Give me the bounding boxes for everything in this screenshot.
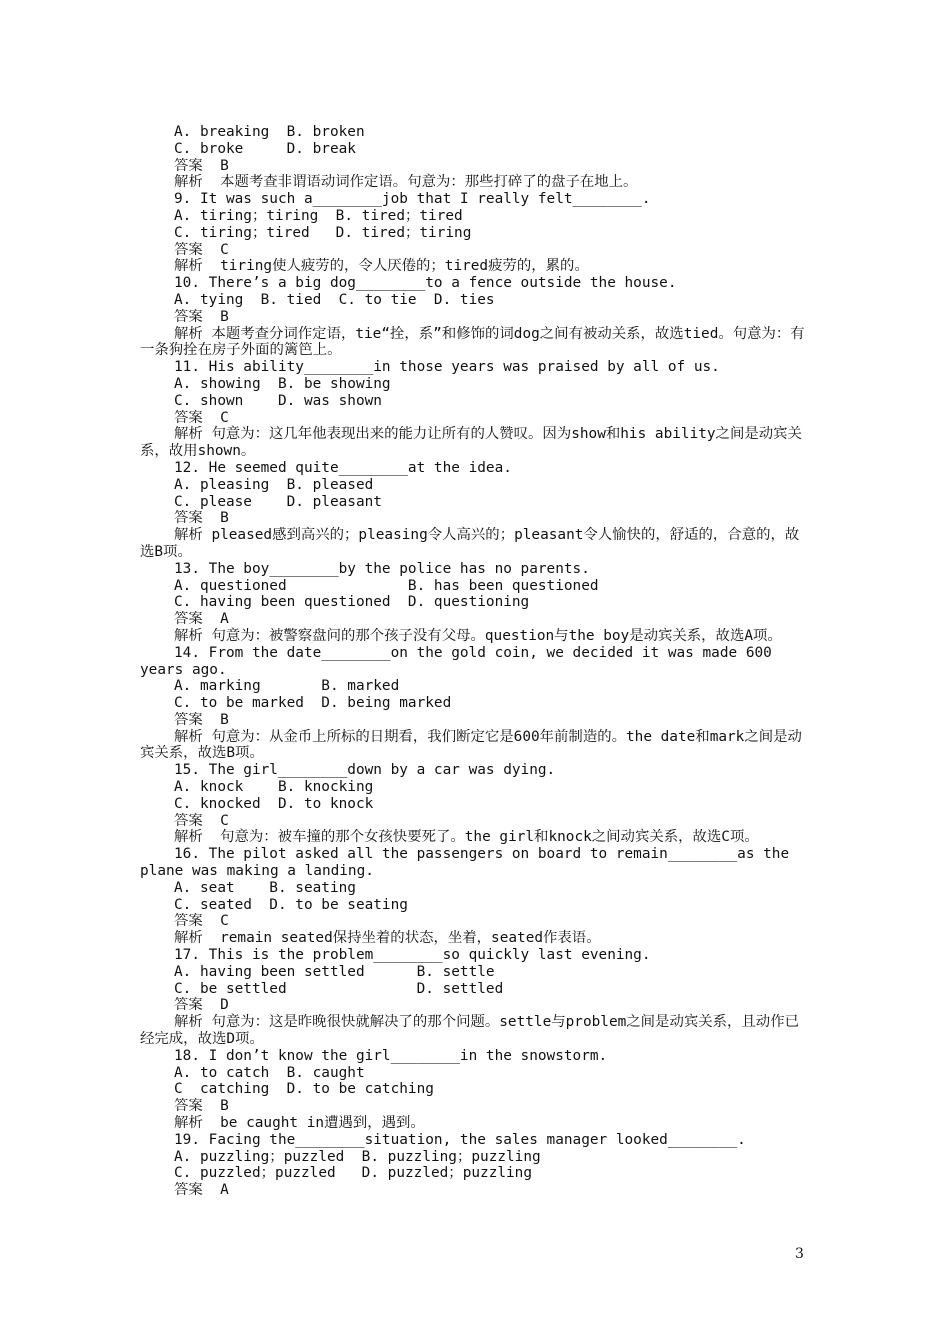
explanation-line: 解析 句意为：这几年他表现出来的能力让所有的人赞叹。因为show和his ability之间是动宾关系，故用shown。 [140,426,802,460]
question-line: 15. The girl________down by a car was dying. [174,762,556,779]
option-line: C catching D. to be catching [174,1081,434,1098]
explanation-line: 解析 remain seated保持坐着的状态，坐着，seated作表语。 [174,930,601,947]
explanation-line: 解析 句意为：被车撞的那个女孩快要死了。the girl和knock之间动宾关系，故选C项。 [174,829,759,846]
question-line: 12. He seemed quite________at the idea. [174,459,512,476]
explanation-line: 解析 句意为：这是昨晚很快就解决了的那个问题。settle与problem之间是动宾关系，且动作已经完成，故选D项。 [140,1014,799,1048]
option-line: A. breaking B. broken [174,124,365,140]
question-line: 16. The pilot asked all the passengers on board to remain________as the plane was making a landing. [140,846,790,880]
question-line: 19. Facing the________situation, the sales manager looked________. [174,1131,746,1148]
answer-line: 答案 C [174,241,229,258]
explanation-line: 解析 句意为：从金币上所标的日期看，我们断定它是600年前制造的。the date和mark之间是动宾关系，故选B项。 [140,728,802,762]
question-line: 18. I don’t know the girl________in the snowstorm. [174,1047,608,1064]
explanation-line: 解析 句意为：被警察盘问的那个孩子没有父母。question与the boy是动宾关系，故选A项。 [174,627,782,644]
answer-line: 答案 D [174,997,229,1014]
answer-line: 答案 A [174,1182,229,1199]
question-line: 11. His ability________in those years was praised by all of us. [174,359,720,376]
answer-line: 答案 A [174,611,229,628]
option-line: C. having been questioned D. questioning [174,594,530,611]
answer-line: 答案 B [174,1098,229,1115]
option-line: A. to catch B. caught [174,1064,365,1081]
question-line: 9. It was such a________job that I really felt________. [174,191,651,208]
option-line: A. tiring；tiring B. tired；tired [174,207,463,224]
option-line: A. pleasing B. pleased [174,476,374,493]
question-line: 17. This is the problem________so quickly last evening. [174,947,651,964]
question-line: 14. From the date________on the gold coin, we decided it was made 600 years ago. [140,644,772,678]
option-line: C. puzzled；puzzled D. puzzled；puzzling [174,1165,533,1182]
option-line: A. marking B. marked [174,678,400,695]
explanation-line: 解析 be caught in遭遇到，遇到。 [174,1115,425,1132]
option-line: C. be settled D. settled [174,980,504,997]
option-line: A. knock B. knocking [174,779,374,796]
option-line: C. tiring；tired D. tired；tiring [174,224,472,241]
explanation-line: 解析 本题考查非谓语动词作定语。句意为：那些打碎了的盘子在地上。 [174,174,638,191]
document-body [140,124,812,1199]
question-line: 13. The boy________by the police has no parents. [174,560,590,577]
answer-line: 答案 C [174,913,229,930]
answer-line: 答案 C [174,812,229,829]
option-line: C. knocked D. to knock [174,795,374,812]
option-line: C. please D. pleasant [174,493,382,510]
option-line: A. puzzling；puzzled B. puzzling；puzzling [174,1148,541,1165]
option-line: A. seat B. seating [174,879,356,896]
explanation-line: 解析 本题考查分词作定语，tie“拴，系”和修饰的词dog之间有被动关系，故选tied。句意为：有一条狗拴在房子外面的篱笆上。 [140,325,805,359]
answer-line: 答案 C [174,409,229,426]
answer-line: 答案 B [174,711,229,728]
explanation-line: 解析 pleased感到高兴的；pleasing令人高兴的；pleasant令人愉快的，舒适的，合意的，故选B项。 [140,527,800,560]
option-line: A. having been settled B. settle [174,963,495,980]
option-line: A. showing B. be showing [174,375,391,392]
explanation-line: 解析 tiring使人疲劳的，令人厌倦的；tired疲劳的，累的。 [174,258,589,275]
option-line: C. broke D. break [174,140,356,157]
answer-line: 答案 B [174,510,229,527]
answer-line: 答案 B [174,308,229,325]
option-line: C. seated D. to be seating [174,896,408,913]
page-number: 3 [795,1246,804,1262]
option-line: C. to be marked D. being marked [174,695,452,712]
option-line: A. tying B. tied C. to tie D. ties [174,291,495,308]
option-line: C. shown D. was shown [174,392,382,409]
answer-line: 答案 B [174,157,229,174]
option-line: A. questioned B. has been questioned [174,577,599,594]
question-line: 10. There’s a big dog________to a fence outside the house. [174,275,677,292]
